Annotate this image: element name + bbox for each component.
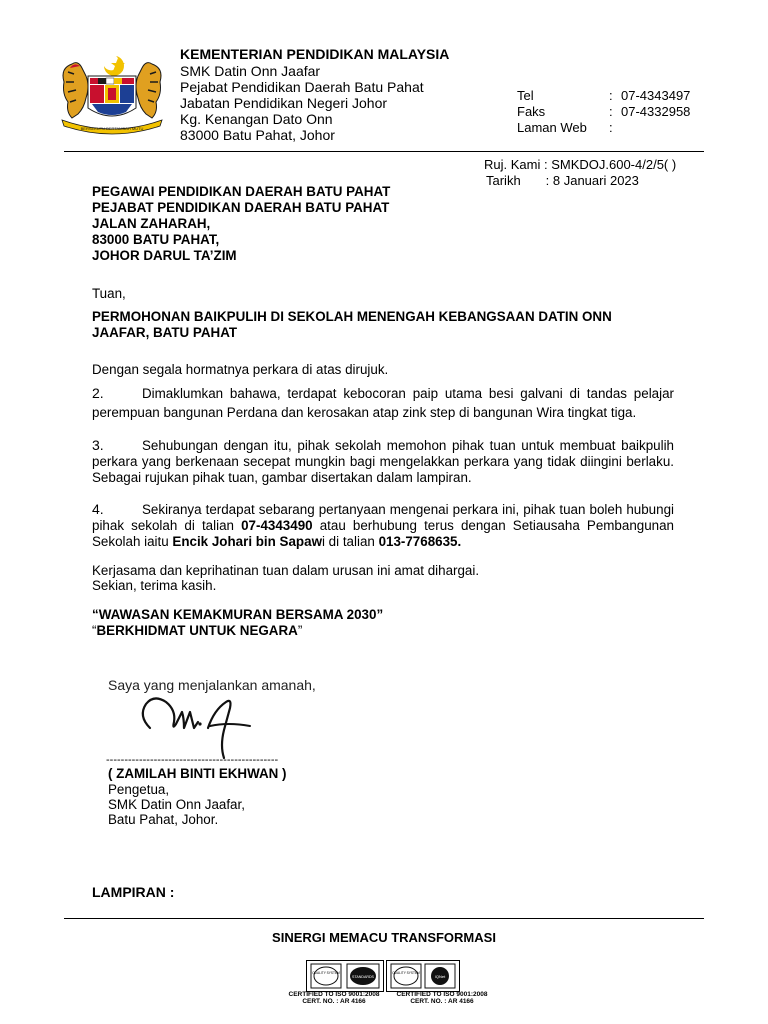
paragraph-text: atau berhubung terus dengan Setiausaha Pembangunan Sekolah iaitu — [92, 518, 675, 549]
ref-value: SMKDOJ.600-4/2/5( ) — [551, 157, 677, 172]
intro-paragraph: Dengan segala hormatnya perkara di atas dirujuk. — [92, 362, 389, 377]
certification-text-2 — [392, 991, 492, 1005]
web-value — [621, 120, 690, 136]
signatory-location: Batu Pahat, Johor. — [108, 812, 219, 827]
date-separator: : — [545, 173, 550, 188]
tel-value: 07-4343497 — [621, 88, 691, 103]
school-name: SMK Datin Onn Jaafar — [180, 63, 321, 79]
cert-line: CERTIFIED TO ISO 9001:2008 — [396, 991, 488, 998]
signatory-title: Pengetua, — [108, 782, 170, 797]
contact-phone: 013-7768635. — [378, 534, 462, 549]
recipient-line: JALAN ZAHARAH, — [92, 216, 211, 231]
motto-text: BERKHIDMAT UNTUK NEGARA — [96, 623, 298, 638]
separator: : — [609, 88, 613, 103]
certification-logo-1 — [306, 960, 384, 992]
date-value: 8 Januari 2023 — [552, 173, 639, 188]
attachment-label: LAMPIRAN : — [92, 884, 175, 900]
certification-logo-2 — [386, 960, 460, 992]
salutation: Tuan, — [92, 286, 126, 301]
web-label: Laman Web — [517, 120, 587, 135]
quote-mark: “ — [92, 623, 97, 638]
fax-value: 07-4332958 — [621, 104, 691, 119]
address-line: Kg. Kenangan Dato Onn — [180, 111, 333, 127]
motto-wawasan: “WAWASAN KEMAKMURAN BERSAMA 2030” — [92, 607, 384, 622]
signature-line: ----------------------------------------------- — [106, 754, 279, 766]
paragraph-text: Sekiranya terdapat sebarang pertanyaan mengenai perkara ini, pihak tuan boleh hubungi pihak sekolah di talian — [92, 502, 674, 533]
address-line: Jabatan Pendidikan Negeri Johor — [180, 95, 388, 111]
signatory-school: SMK Datin Onn Jaafar, — [108, 797, 245, 812]
signatory-name: ( ZAMILAH BINTI EKHWAN ) — [108, 766, 287, 781]
paragraph-text: Dimaklumkan bahawa, terdapat kebocoran paip utama besi galvani di tandas pelajar perempuan bangunan Perdana dan kerosakan atap zink step di bangunan Wira tingkat tiga. — [92, 386, 674, 420]
header-divider — [64, 151, 704, 152]
reference-block — [484, 157, 676, 189]
address-line: 83000 Batu Pahat, Johor — [180, 127, 335, 143]
recipient-line: PEGAWAI PENDIDIKAN DAERAH BATU PAHAT — [92, 184, 391, 199]
certification-text-1 — [284, 991, 384, 1005]
footer-slogan: SINERGI MEMACU TRANSFORMASI — [272, 930, 496, 945]
cert-line: CERT. NO. : AR 4166 — [302, 998, 366, 1005]
paragraph-number: 3. — [92, 437, 104, 453]
paragraph-2 — [92, 384, 674, 422]
recipient-line: 83000 BATU PAHAT, — [92, 232, 220, 247]
subject-line: PERMOHONAN BAIKPULIH DI SEKOLAH MENENGAH KEBANGSAAN DATIN ONN — [92, 309, 612, 324]
coat-of-arms-logo — [56, 52, 168, 136]
quote-mark: ” — [297, 623, 303, 638]
paragraph-text: Sehubungan dengan itu, pihak sekolah memohon pihak tuan untuk membuat baikpulih perkara yang berkenaan secepat mungkin bagi mengelakkan perkara yang tidak diingini berlaku. Sebagai rujukan pihak tuan, gambar disertakan dalam lampiran. — [92, 438, 674, 485]
contact-person: Encik Johari bin Sapaw — [172, 534, 322, 549]
footer-divider — [64, 918, 704, 919]
paragraph-4 — [92, 501, 674, 550]
separator: : — [609, 120, 613, 135]
logo-text: STANDARDS — [352, 975, 374, 979]
paragraph-text: i di talian — [321, 534, 379, 549]
contact-block — [517, 88, 690, 136]
cert-line: CERTIFIED TO ISO 9001:2008 — [288, 991, 380, 998]
ref-label: Ruj. Kami : — [484, 157, 548, 172]
subject-line: JAAFAR, BATU PAHAT — [92, 325, 238, 340]
closing-line: Kerjasama dan keprihatinan tuan dalam urusan ini amat dihargai. — [92, 563, 480, 578]
paragraph-number: 4. — [92, 501, 104, 517]
recipient-address — [92, 184, 390, 264]
svg-text:BERSEKUTU BERTAMBAH MUTU: BERSEKUTU BERTAMBAH MUTU — [80, 126, 144, 131]
motto-berkhidmat — [92, 623, 674, 639]
paragraph-number: 2. — [92, 385, 104, 401]
letterhead-address — [180, 46, 449, 143]
logo-text: IQNet — [434, 974, 446, 979]
date-label: Tarikh — [486, 173, 521, 188]
logo-text: QUALITY SYSTEM — [312, 971, 340, 975]
recipient-line: PEJABAT PENDIDIKAN DAERAH BATU PAHAT — [92, 200, 390, 215]
separator: : — [609, 104, 613, 119]
handwritten-signature — [136, 688, 256, 760]
cert-line: CERT. NO. : AR 4166 — [410, 998, 474, 1005]
signature-intro: Saya yang menjalankan amanah, — [108, 677, 316, 693]
ministry-name: KEMENTERIAN PENDIDIKAN MALAYSIA — [180, 46, 450, 62]
logo-text: QUALITY SYSTEM — [392, 971, 420, 975]
closing-thanks: Sekian, terima kasih. — [92, 578, 217, 593]
tel-label: Tel — [517, 88, 534, 103]
school-phone: 07-4343490 — [241, 518, 313, 533]
subject-title — [92, 309, 674, 341]
paragraph-3 — [92, 437, 674, 486]
fax-label: Faks — [517, 104, 546, 119]
address-line: Pejabat Pendidikan Daerah Batu Pahat — [180, 79, 424, 95]
recipient-line: JOHOR DARUL TA’ZIM — [92, 248, 237, 263]
